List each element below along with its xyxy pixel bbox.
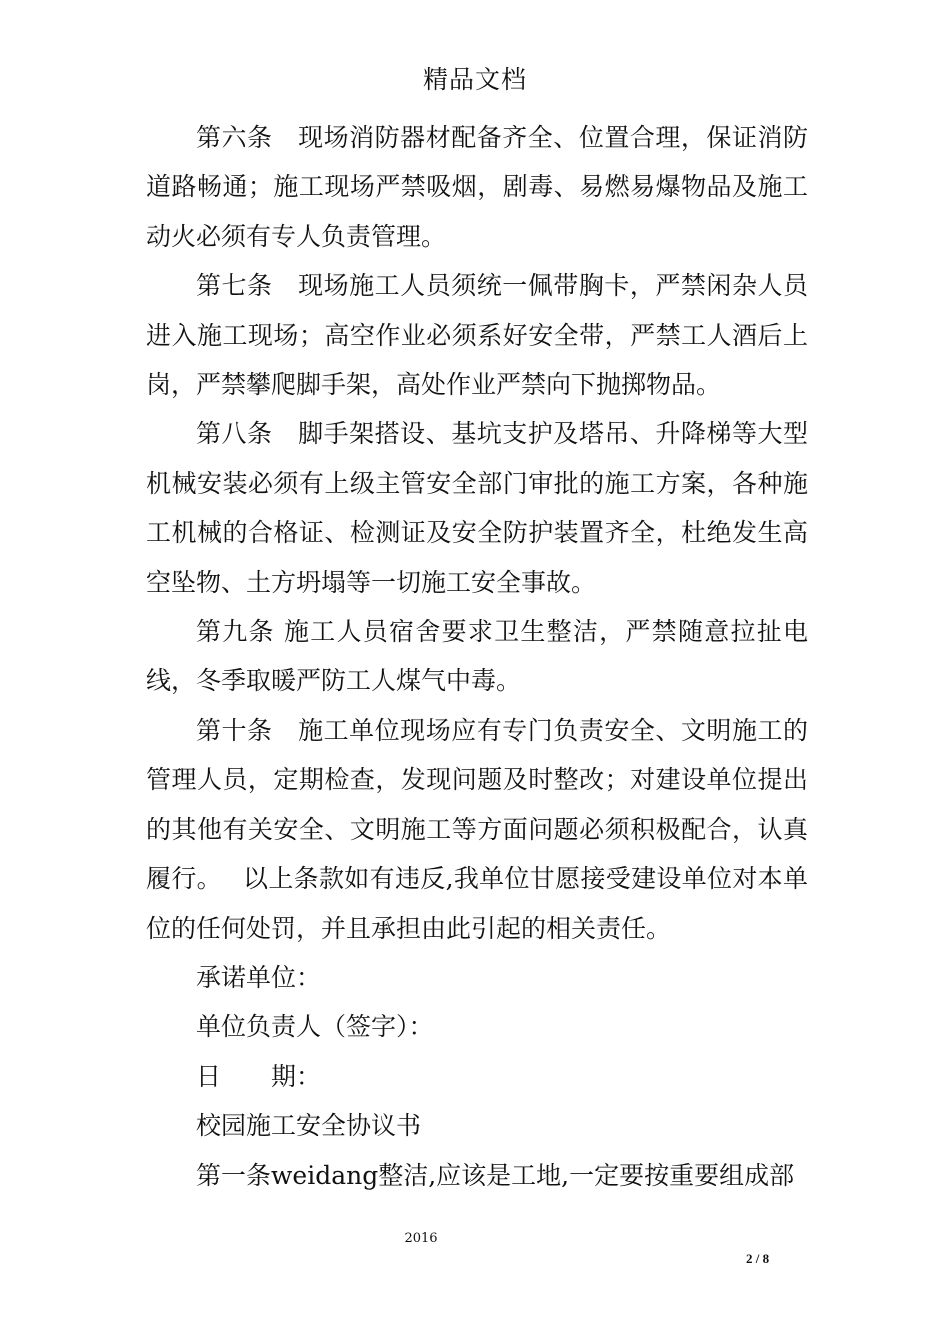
next-document-article-1: 第一条weidang整洁,应该是工地,一定要按重要组成部 bbox=[196, 1160, 795, 1190]
document-body bbox=[146, 113, 808, 1200]
footer-year: 2016 bbox=[404, 1231, 438, 1246]
next-document-title: 校园施工安全协议书 bbox=[196, 1111, 422, 1141]
article-10: 第十条 施工单位现场应有专门负责安全、文明施工的管理人员，定期检查，发现问题及时整改；对建设单位提出的其他有关安全、文明施工等方面问题必须积极配合，认真履行。 以上条款如有违反,我单位甘愿接受建设单位对本单位的任何处罚，并且承担由此引起的相关责任。 bbox=[146, 715, 808, 943]
article-8: 第八条 脚手架搭设、基坑支护及塔吊、升降梯等大型机械安装必须有上级主管安全部门审批的施工方案，各种施工机械的合格证、检测证及安全防护装置齐全，杜绝发生高空坠物、土方坍塌等一切施工安全事故。 bbox=[146, 419, 808, 597]
page-number: 2 / 8 bbox=[746, 1251, 770, 1266]
article-9: 第九条 施工人员宿舍要求卫生整洁，严禁随意拉扯电线，冬季取暖严防工人煤气中毒。 bbox=[146, 617, 808, 696]
date-label: 日 期： bbox=[196, 1061, 322, 1091]
article-7: 第七条 现场施工人员须统一佩带胸卡，严禁闲杂人员进入施工现场；高空作业必须系好安全带，严禁工人酒后上岗，严禁攀爬脚手架，高处作业严禁向下抛掷物品。 bbox=[146, 271, 808, 400]
page-header-title: 精品文档 bbox=[422, 65, 527, 94]
article-6: 第六条 现场消防器材配备齐全、位置合理，保证消防道路畅通；施工现场严禁吸烟，剧毒、易燃易爆物品及施工动火必须有专人负责管理。 bbox=[146, 123, 808, 251]
promise-unit-label: 承诺单位： bbox=[196, 962, 322, 992]
unit-leader-signature-label: 单位负责人（签字）： bbox=[196, 1012, 434, 1042]
